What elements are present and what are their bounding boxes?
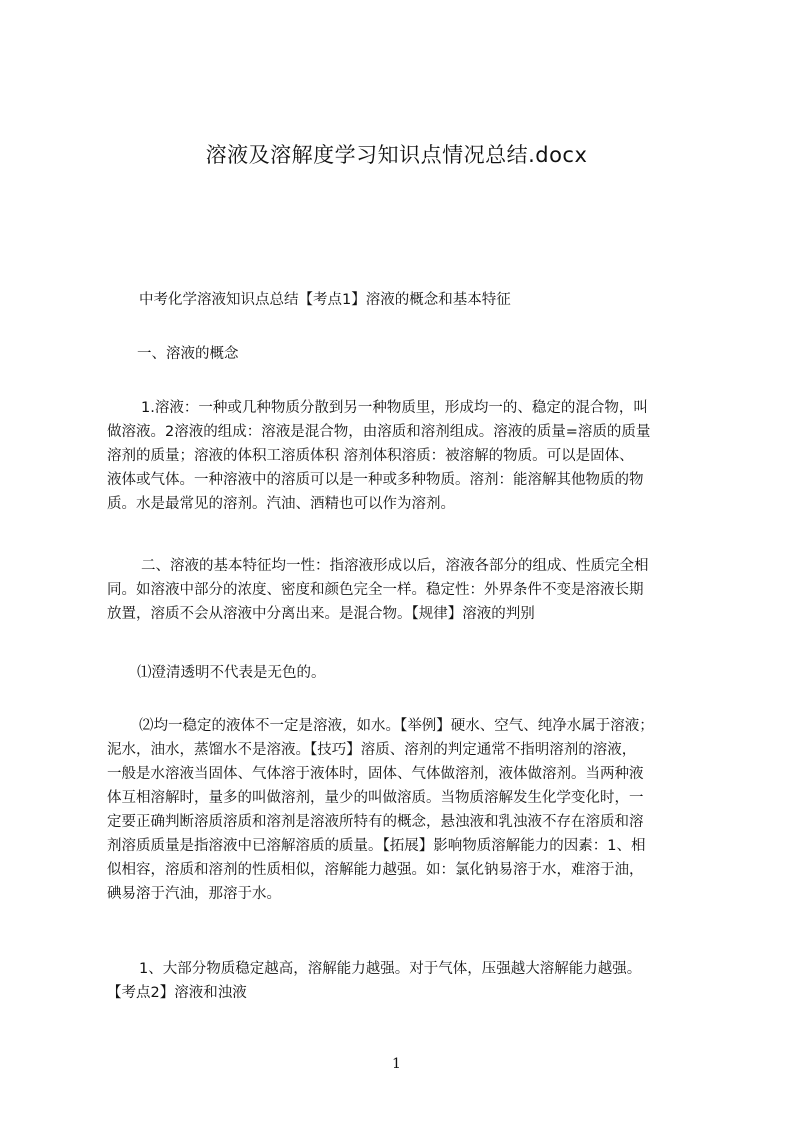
text-line: 一般是水溶液当固体、气体溶于液体时，固体、气体做溶剂，液体做溶剂。当两种液 (107, 766, 644, 782)
text-line: 1、大部分物质稳定越高，溶解能力越强。对于气体，压强越大溶解能力越强。 (139, 961, 642, 977)
text-line: 1.溶液：一种或几种物质分散到另一种物质里，形成均一的、稳定的混合物，叫 (141, 400, 648, 416)
section-heading-solution-concept (107, 342, 707, 366)
text-line: 溶剂的质量；溶液的体积工溶质体积 溶剂体积溶质：被溶解的物质。可以是固体、 (107, 448, 634, 464)
text-line: 液体或气体。一种溶液中的溶质可以是一种或多种物质。溶剂：能溶解其他物质的物 (107, 472, 644, 488)
page-number: 1 (392, 1056, 401, 1072)
text-line: 【考点2】溶液和浊液 (107, 985, 247, 1001)
text-line: ⑴澄清透明不代表是无色的。 (137, 665, 326, 681)
document-title: 溶液及溶解度学习知识点情况总结.docx (205, 143, 588, 167)
text-line: 定要正确判断溶质溶质和溶剂是溶液所特有的概念，悬浊液和乳浊液不存在溶质和溶 (107, 814, 644, 830)
text-line: 泥水，油水，蒸馏水不是溶液。【技巧】溶质、溶剂的判定通常不指明溶剂的溶液， (107, 742, 637, 758)
paragraph-solution-characteristics (107, 554, 707, 626)
text-line: 中考化学溶液知识点总结【考点1】溶液的概念和基本特征 (139, 292, 511, 308)
text-line: 体互相溶解时，量多的叫做溶剂，量少的叫做溶质。当物质溶解发生化学变化时，一 (107, 790, 644, 806)
paragraph-solubility-factors (107, 957, 707, 1005)
paragraph-solution-definition (107, 396, 707, 516)
text-line: ⑵均一稳定的液体不一定是溶液，如水。【举例】硬水、空气、纯净水属于溶液； (139, 718, 654, 734)
text-line: 放置，溶质不会从溶液中分离出来。是混合物。【规律】溶液的判别 (107, 606, 535, 622)
text-line: 剂溶质质量是指溶液中已溶解溶质的质量。【拓展】影响物质溶解能力的因素：1、相 (107, 838, 646, 854)
text-line: 质。水是最常见的溶剂。汽油、酒精也可以作为溶剂。 (107, 496, 455, 512)
text-line: 同。如溶液中部分的浓度、密度和颜色完全一样。稳定性：外界条件不变是溶液长期 (107, 582, 644, 598)
paragraph-rule-2 (107, 714, 707, 906)
paragraph-rule-1 (107, 661, 707, 685)
paragraph-heading-key-point-1 (107, 288, 707, 312)
text-line: 碘易溶于汽油，那溶于水。 (107, 886, 281, 902)
text-line: 似相容，溶质和溶剂的性质相似，溶解能力越强。如：氯化钠易溶于水，难溶于油， (107, 862, 644, 878)
text-line: 做溶液。2溶液的组成：溶液是混合物，由溶质和溶剂组成。溶液的质量=溶质的质量 (107, 424, 651, 440)
text-line: 二、溶液的基本特征均一性：指溶液形成以后，溶液各部分的组成、性质完全相 (141, 558, 649, 574)
text-line: 一、溶液的概念 (137, 346, 239, 362)
